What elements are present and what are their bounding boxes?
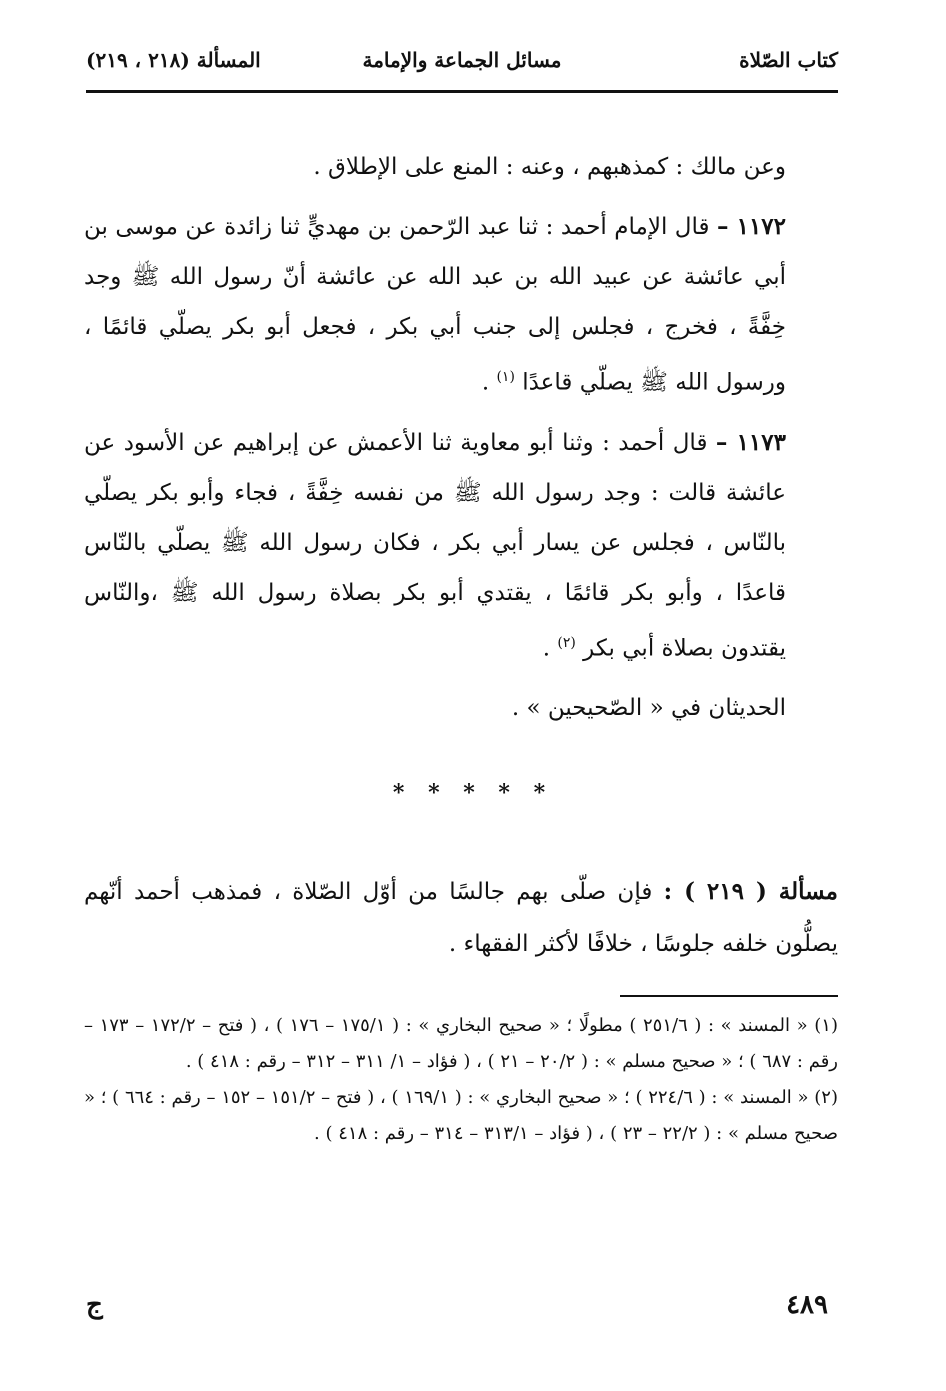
hadith-1172-number: ١١٧٢ – <box>716 213 787 240</box>
conclusion-text: الحديثان في « الصّحيحين » . <box>511 695 786 722</box>
section-separator: * * * * * <box>392 780 554 806</box>
footnote-2-marker: (٢) <box>814 1087 838 1108</box>
page-footer <box>86 1290 838 1330</box>
section-title: مسائل الجماعة والإمامة <box>362 48 562 72</box>
footnote-1-text: « المسند » : ( ٢٥١/٦ ) مطولًا ؛ « صحيح البخاري » : ( ١٧٥/١ – ١٧٦ ) ، ( فتح – ١٧٢/٢ – ١٧٣ – رقم : ٦٨٧ ) ؛ « صحيح مسلم » : ( ٢٠/٢ – ٢١ ) ، ( فؤاد – ١/ ٣١١ – ٣١٢ – رقم : ٤١٨ ) . <box>84 1015 838 1072</box>
masala-219 <box>84 866 838 970</box>
footnote-ref-2: (٢) <box>557 634 576 651</box>
conclusion-paragraph <box>84 683 838 733</box>
masala-219-heading: مسألة ( ٢١٩ ) : <box>663 878 838 905</box>
intro-paragraph <box>84 142 838 192</box>
footnote-rule <box>620 995 838 997</box>
main-text <box>84 142 838 733</box>
hadith-1172-end: . <box>481 369 497 396</box>
signature-mark: ج <box>86 1290 103 1320</box>
footnote-2-text: « المسند » : ( ٢٢٤/٦ ) ؛ « صحيح البخاري » : ( ١٦٩/١ ) ، ( فتح – ١٥١/٢ – ١٥٢ – رقم : ٦٦٤ ) ؛ « صحيح مسلم » : ( ٢٢/٢ – ٢٣ ) ، ( فؤاد – ٣١٣/١ – ٣١٤ – رقم : ٤١٨ ) . <box>84 1087 838 1144</box>
intro-text: وعن مالك : كمذهبهم ، وعنه : المنع على الإطلاق . <box>313 154 786 180</box>
hadith-1173 <box>84 418 838 674</box>
footnote-ref-1: (١) <box>496 369 515 385</box>
hadith-1173-text: قال أحمد : وثنا أبو معاوية ثنا الأعمش عن إبراهيم عن الأسود عن عائشة قالت : وجد رسول الله ﷺ من نفسه خِفَّةً ، فجاء وأبو بكر يصلّي بالنّاس ، فجلس عن يسار أبي بكر ، فكان رسول الله ﷺ يصلّي بالنّاس قاعدًا ، وأبو بكر قائمًا ، يقتدي أبو بكر بصلاة رسول الله ﷺ ،والنّاس يقتدون بصلاة أبي بكر <box>84 429 786 662</box>
page-number: ٤٨٩ <box>786 1290 828 1320</box>
masala-219-text: فإن صلّى بهم جالسًا من أوّل الصّلاة ، فمذهب أحمد أنّهم يصلُّون خلفه جلوسًا ، خلافًا لأكثر الفقهاء . <box>84 879 838 957</box>
hadith-1173-end: . <box>542 635 558 662</box>
hadith-1173-number: ١١٧٣ – <box>715 428 786 456</box>
footnote-1 <box>84 1008 838 1080</box>
running-header <box>86 44 838 86</box>
hadith-1172 <box>84 202 838 408</box>
issue-range: المسألة (٢١٨ ، ٢١٩) <box>86 48 261 72</box>
book-title: كتاب الصّلاة <box>739 48 838 72</box>
footnote-2 <box>84 1080 838 1152</box>
hadith-1172-text: قال الإمام أحمد : ثنا عبد الرّحمن بن مهديٍّ ثنا زائدة عن موسى بن أبي عائشة عن عبيد الله بن عبد الله عن عائشة أنّ رسول الله ﷺ وجد خِفَّةً ، فخرج ، فجلس إلى جنب أبي بكر ، فجعل أبو بكر يصلّي قائمًا ، ورسول الله ﷺ يصلّي قاعدًا <box>84 214 786 396</box>
footnotes <box>84 1008 838 1152</box>
footnote-1-marker: (١) <box>814 1015 838 1036</box>
header-rule <box>86 90 838 93</box>
